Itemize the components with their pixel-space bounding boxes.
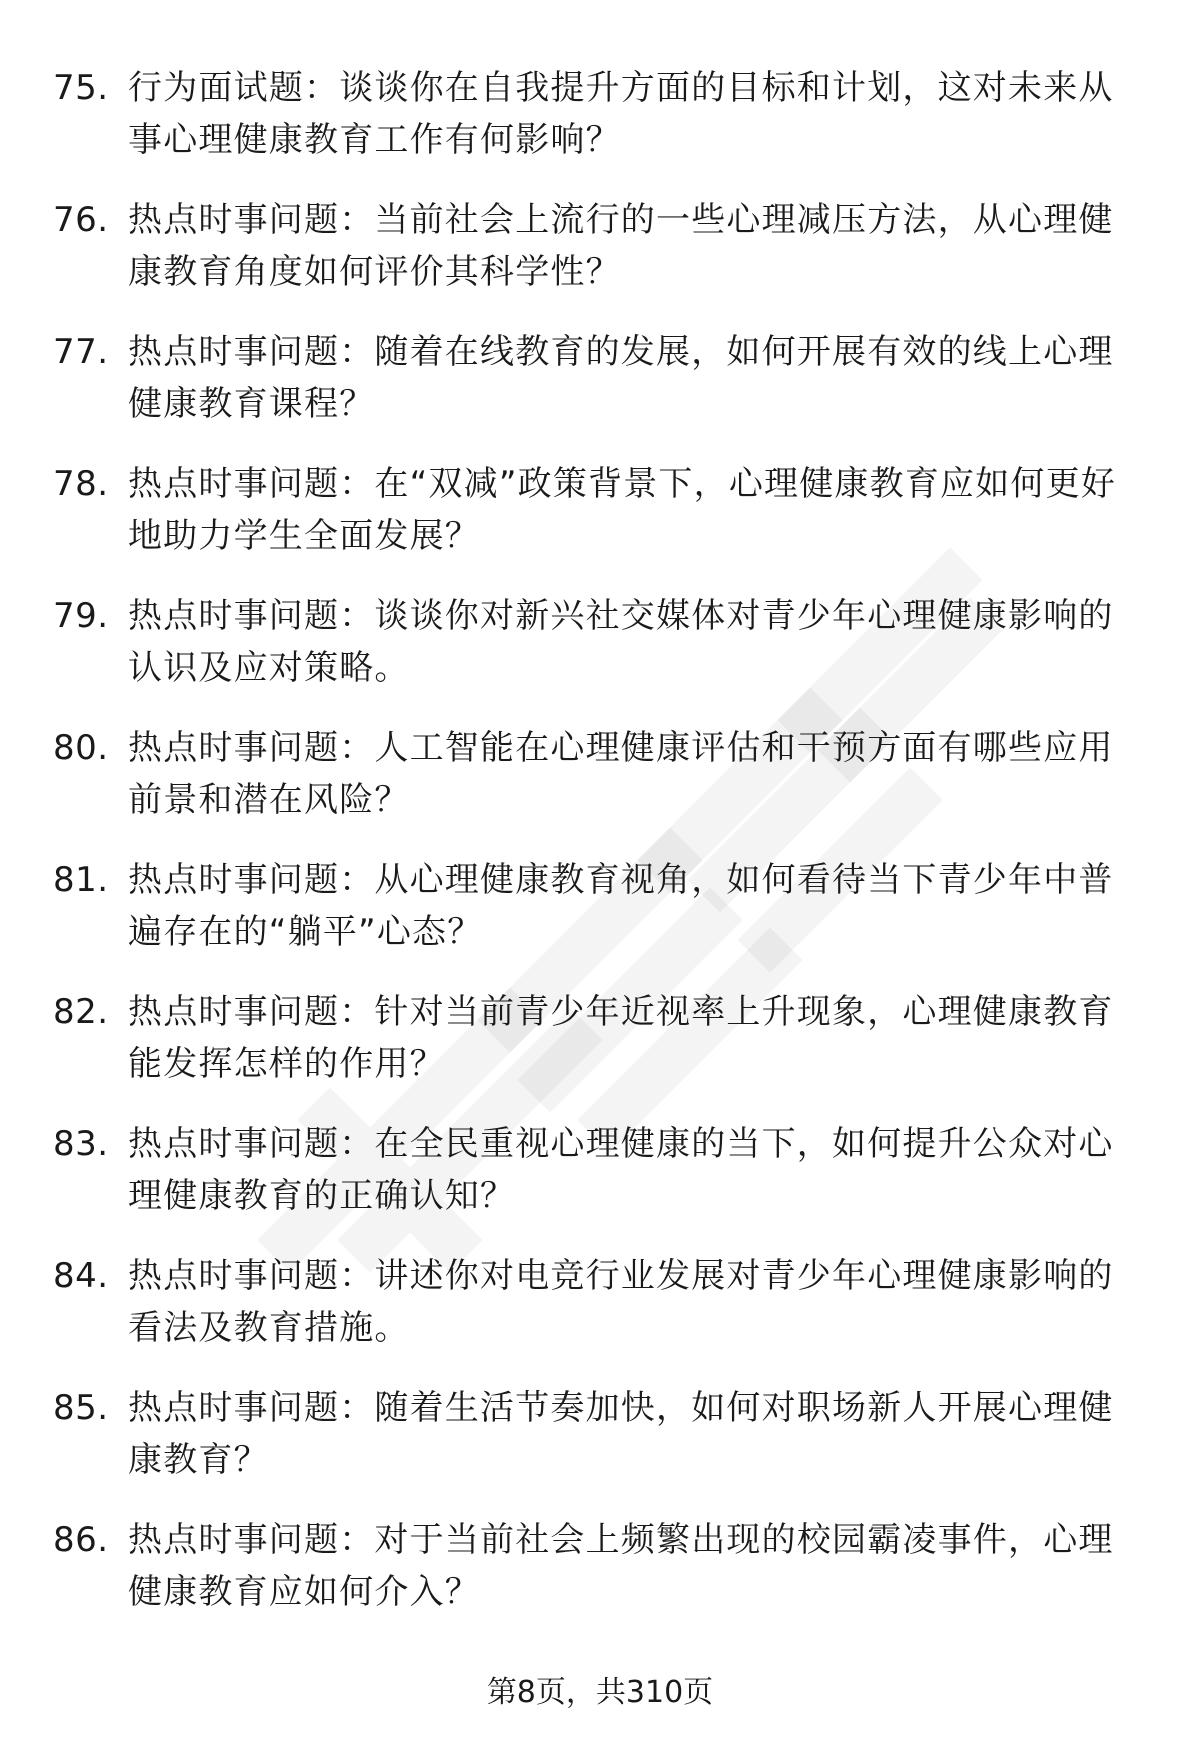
page-number-label: 第8页，共310页 [486,1675,714,1710]
list-item [0,1240,1200,1372]
question-text: 热点时事问题：随着在线教育的发展，如何开展有效的线上心理健康教育课程？ [128,332,1114,424]
question-number: 82. [53,992,109,1032]
question-number: 85. [53,1388,109,1428]
question-text: 热点时事问题：针对当前青少年近视率上升现象，心理健康教育能发挥怎样的作用？ [128,992,1114,1084]
question-number: 78. [53,464,109,504]
question-list [0,52,1200,1636]
list-item [0,1504,1200,1636]
question-number: 75. [53,68,109,108]
list-item [0,712,1200,844]
list-item [0,844,1200,976]
question-number: 84. [53,1256,109,1296]
question-number: 76. [53,200,109,240]
question-text: 热点时事问题：讲述你对电竞行业发展对青少年心理健康影响的看法及教育措施。 [128,1256,1114,1348]
page-footer [0,1673,1200,1713]
list-item [0,52,1200,184]
list-item [0,448,1200,580]
question-text: 热点时事问题：谈谈你对新兴社交媒体对青少年心理健康影响的认识及应对策略。 [128,596,1114,688]
list-item [0,580,1200,712]
question-number: 77. [53,332,109,372]
list-item [0,184,1200,316]
question-number: 81. [53,860,109,900]
list-item [0,1108,1200,1240]
question-text: 热点时事问题：从心理健康教育视角，如何看待当下青少年中普遍存在的“躺平”心态？ [128,860,1114,952]
question-text: 行为面试题：谈谈你在自我提升方面的目标和计划，这对未来从事心理健康教育工作有何影响？ [128,68,1114,160]
question-text: 热点时事问题：在“双减”政策背景下，心理健康教育应如何更好地助力学生全面发展？ [128,464,1117,556]
question-number: 79. [53,596,109,636]
question-number: 83. [53,1124,109,1164]
list-item [0,316,1200,448]
question-text: 热点时事问题：随着生活节奏加快，如何对职场新人开展心理健康教育？ [128,1388,1114,1480]
question-text: 热点时事问题：对于当前社会上频繁出现的校园霸凌事件，心理健康教育应如何介入？ [128,1520,1114,1612]
list-item [0,976,1200,1108]
question-text: 热点时事问题：当前社会上流行的一些心理减压方法，从心理健康教育角度如何评价其科学性？ [128,200,1114,292]
list-item [0,1372,1200,1504]
question-text: 热点时事问题：在全民重视心理健康的当下，如何提升公众对心理健康教育的正确认知？ [128,1124,1114,1216]
question-text: 热点时事问题：人工智能在心理健康评估和干预方面有哪些应用前景和潜在风险？ [128,728,1114,820]
question-number: 86. [53,1520,109,1560]
question-number: 80. [53,728,109,768]
